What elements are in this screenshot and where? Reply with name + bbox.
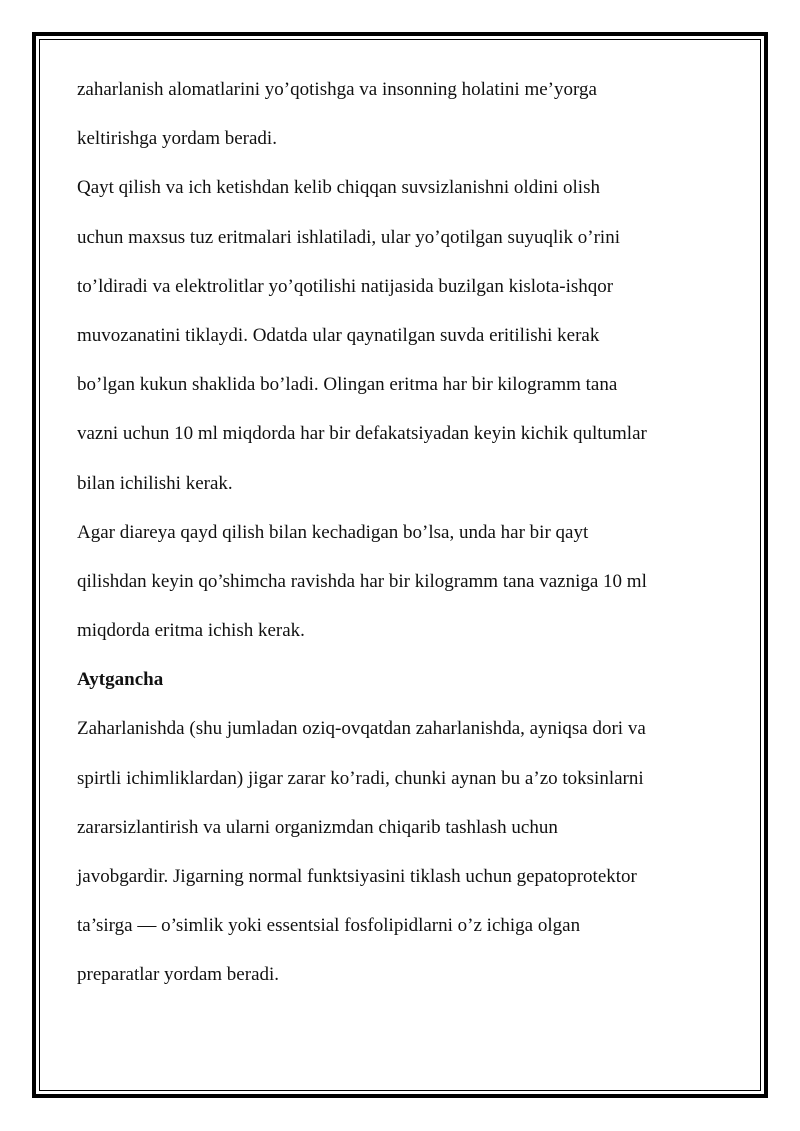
section-heading: Aytgancha [77,669,164,691]
text-line: qilishdan keyin qo’shimcha ravishda har bir kilogramm tana vazniga 10 ml [77,570,647,592]
text-line: Agar diareya qayd qilish bilan kechadigan bo’lsa, unda har bir qayt [77,521,589,543]
text-line: zararsizlantirish va ularni organizmdan chiqarib tashlash uchun [77,816,558,838]
text-line: Zaharlanishda (shu jumladan oziq-ovqatdan zaharlanishda, ayniqsa dori va [77,718,646,740]
text-line: keltirishga yordam beradi. [77,128,277,150]
document-body [77,71,757,1006]
text-line: miqdorda eritma ichish kerak. [77,620,305,642]
text-line: spirtli ichimliklardan) jigar zarar ko’radi, chunki aynan bu a’zo toksinlarni [77,767,644,789]
text-line: javobgardir. Jigarning normal funktsiyasini tiklash uchun gepatoprotektor [77,866,637,887]
text-line: preparatlar yordam beradi. [77,964,280,986]
text-line: zaharlanish alomatlarini yo’qotishga va insonning holatini me’yorga [77,79,597,100]
text-line: bo’lgan kukun shaklida bo’ladi. Olingan eritma har bir kilogramm tana [77,374,618,396]
text-line: uchun maxsus tuz eritmalari ishlatiladi, ular yo’qotilgan suyuqlik o’rini [77,226,620,248]
text-line: vazni uchun 10 ml miqdorda har bir defakatsiyadan keyin kichik qultumlar [77,423,647,445]
text-line: to’ldiradi va elektrolitlar yo’qotilishi natijasida buzilgan kislota-ishqor [77,275,614,297]
text-line: bilan ichilishi kerak. [77,472,233,494]
text-line: ta’sirga — o’simlik yoki essentsial fosfolipidlarni o’z ichiga olgan [77,915,581,937]
text-line: muvozanatini tiklaydi. Odatda ular qaynatilgan suvda eritilishi kerak [77,324,600,346]
text-line: Qayt qilish va ich ketishdan kelib chiqqan suvsizlanishni oldini olish [77,177,600,199]
